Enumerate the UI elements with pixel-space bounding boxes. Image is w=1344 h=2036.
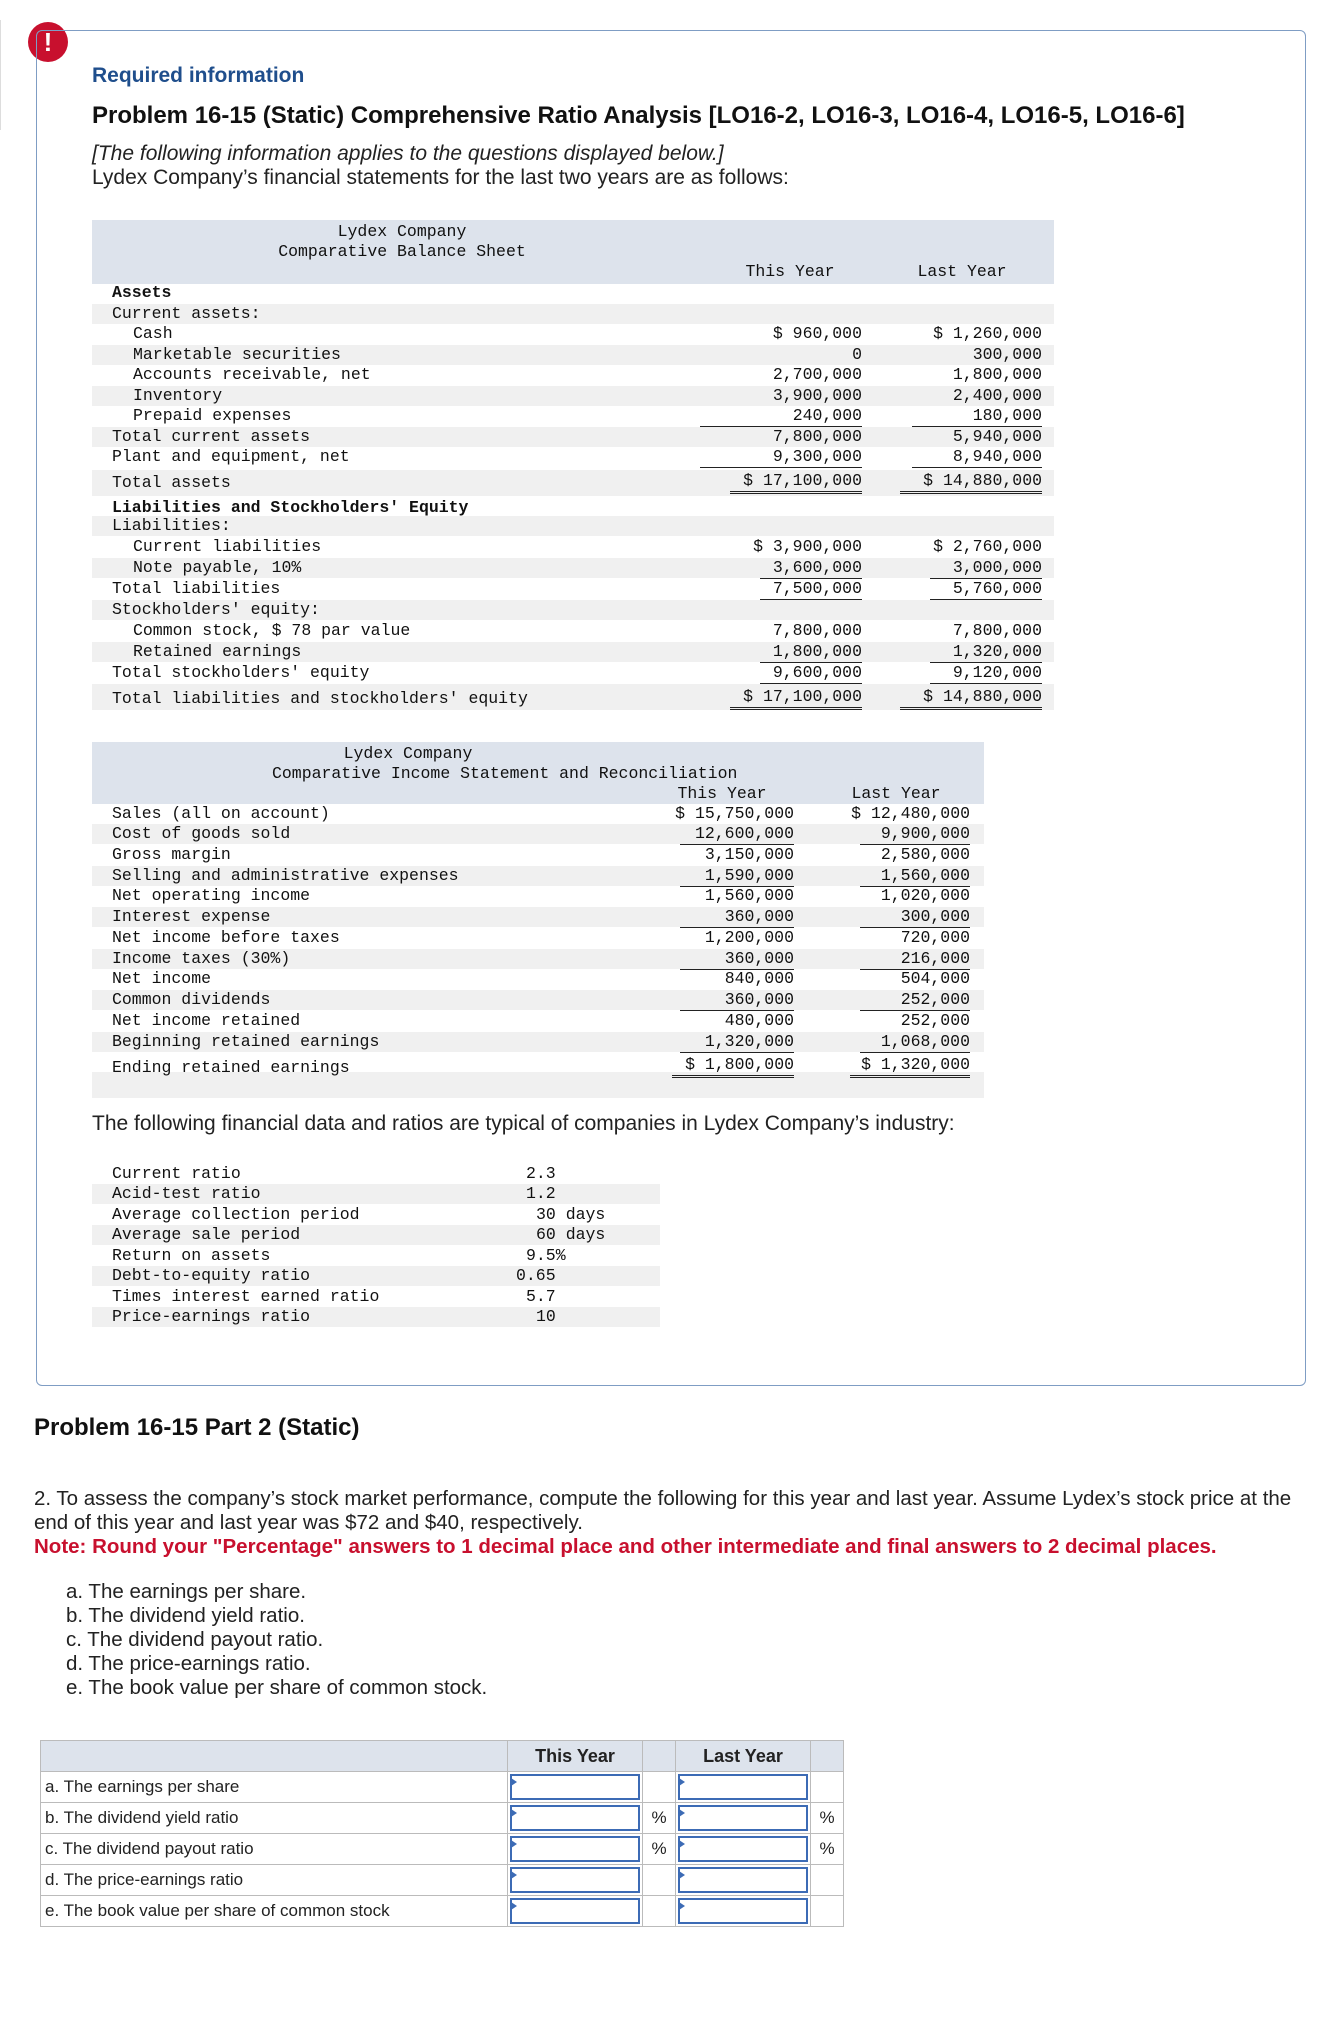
- bs-equity-this: 9,600,000: [760, 663, 862, 684]
- bs-liab-last: 3,000,000: [930, 558, 1042, 579]
- question-item: d. The price-earnings ratio.: [66, 1652, 311, 1675]
- is-row-label: Sales (all on account): [112, 804, 330, 823]
- answer-row-label: b. The dividend yield ratio: [41, 1803, 508, 1834]
- is-row-label: Gross margin: [112, 845, 231, 864]
- bs-row-this: 3,900,000: [772, 386, 862, 405]
- industry-ratio-label: Price-earnings ratio: [112, 1307, 311, 1326]
- bs-row-last: 180,000: [912, 406, 1042, 427]
- bs-equity-label: Retained earnings: [133, 642, 302, 661]
- bs-equity-label: Common stock, $ 78 par value: [133, 621, 411, 640]
- industry-ratio-value: 30 days: [536, 1205, 606, 1224]
- answer-unit-cell: [643, 1772, 676, 1803]
- is-row-label: Ending retained earnings: [112, 1058, 350, 1077]
- is-row-last: 9,900,000: [860, 824, 970, 845]
- is-row-label: Net operating income: [112, 886, 311, 905]
- bs-equity-last: $ 14,880,000: [900, 687, 1042, 710]
- industry-ratio-label: Acid-test ratio: [112, 1184, 261, 1203]
- is-row-label: Common dividends: [112, 990, 271, 1009]
- bs-row-last: $ 1,260,000: [933, 324, 1042, 343]
- is-row-this: $ 15,750,000: [675, 804, 794, 823]
- is-row-this: 360,000: [680, 907, 794, 928]
- bs-equity-label: Total stockholders' equity: [112, 663, 370, 682]
- bs-equity-last: 9,120,000: [930, 663, 1042, 684]
- question-item: c. The dividend payout ratio.: [66, 1628, 324, 1651]
- is-row-this: $ 1,800,000: [672, 1055, 794, 1078]
- pe-ratio-last-year-input[interactable]: [678, 1867, 808, 1893]
- part2-question: 2. To assess the company’s stock market performance, compute the following for this year and last year. Assume Lydex’s stock price at the end of this year and last year was $72 and $40, respectively.: [34, 1487, 1292, 1534]
- bs-row-label: Marketable securities: [133, 345, 341, 364]
- bs-row-last: 5,940,000: [952, 427, 1042, 446]
- answer-col-spacer: [643, 1741, 676, 1772]
- part2-title: Problem 16-15 Part 2 (Static): [34, 1414, 360, 1441]
- bs-title: Comparative Balance Sheet: [278, 242, 526, 261]
- dividend-yield-last-year-input[interactable]: [678, 1805, 808, 1831]
- industry-ratio-value: 5.7: [526, 1287, 556, 1306]
- question-item: b. The dividend yield ratio.: [66, 1604, 305, 1627]
- industry-ratio-value: 1.2: [526, 1184, 556, 1203]
- bs-liab-last: 5,760,000: [930, 579, 1042, 600]
- dividend-payout-this-year-input[interactable]: [510, 1836, 640, 1862]
- answer-row-label: e. The book value per share of common stock: [41, 1896, 508, 1927]
- bs-current-assets-heading: Current assets:: [112, 304, 261, 323]
- is-row-last: 1,020,000: [880, 886, 970, 905]
- applies-note: [The following information applies to the questions displayed below.]: [92, 142, 724, 165]
- industry-ratio-value: 60 days: [536, 1225, 606, 1244]
- is-row-label: Cost of goods sold: [112, 824, 291, 843]
- is-row-this: 360,000: [680, 990, 794, 1011]
- answer-col-this-year: This Year: [508, 1741, 643, 1772]
- bs-row-this: 0: [852, 345, 862, 364]
- industry-ratio-label: Return on assets: [112, 1246, 271, 1265]
- answer-table: [40, 1740, 844, 1927]
- is-row-last: 1,068,000: [860, 1032, 970, 1053]
- bs-equity-last: 1,320,000: [930, 642, 1042, 663]
- bs-liab-this: 7,500,000: [760, 579, 862, 600]
- bs-row-last: 2,400,000: [952, 386, 1042, 405]
- percent-symbol: %: [811, 1834, 844, 1865]
- bs-assets-heading: Assets: [112, 283, 172, 302]
- bs-row-label: Total current assets: [112, 427, 311, 446]
- is-row-last: 1,560,000: [860, 866, 970, 887]
- is-row-last: $ 1,320,000: [850, 1055, 970, 1078]
- bs-row-label: Accounts receivable, net: [133, 365, 371, 384]
- industry-ratio-label: Times interest earned ratio: [112, 1287, 380, 1306]
- bs-row-last: $ 14,880,000: [900, 471, 1042, 494]
- answer-table-corner: [41, 1741, 508, 1772]
- dividend-yield-this-year-input[interactable]: [510, 1805, 640, 1831]
- alert-icon: !: [28, 22, 68, 62]
- pe-ratio-this-year-input[interactable]: [510, 1867, 640, 1893]
- problem-title: Problem 16-15 (Static) Comprehensive Ratio Analysis [LO16-2, LO16-3, LO16-4, LO16-5, LO16-6]: [92, 102, 1185, 129]
- bs-row-last: 300,000: [972, 345, 1042, 364]
- industry-ratio-value: 10: [536, 1307, 556, 1326]
- answer-col-spacer: [811, 1741, 844, 1772]
- bs-row-this: 2,700,000: [772, 365, 862, 384]
- bs-row-label: Inventory: [133, 386, 223, 405]
- percent-symbol: %: [643, 1834, 676, 1865]
- industry-ratio-value: 2.3: [526, 1164, 556, 1183]
- bs-col-last-year: Last Year: [917, 262, 1007, 281]
- is-row-last: 720,000: [900, 928, 970, 947]
- percent-symbol: %: [811, 1803, 844, 1834]
- is-row-label: Selling and administrative expenses: [112, 866, 459, 885]
- is-company-name: Lydex Company: [343, 744, 473, 763]
- bs-company-name: Lydex Company: [337, 222, 467, 241]
- is-row-last: 504,000: [900, 969, 970, 988]
- bs-equity-this: $ 17,100,000: [730, 687, 862, 710]
- left-edge-rule: [0, 20, 4, 130]
- bs-liab-this: $ 3,900,000: [753, 537, 862, 556]
- bs-row-label: Cash: [133, 324, 173, 343]
- bs-liab-equity-heading: Liabilities and Stockholders' Equity: [112, 498, 469, 517]
- industry-ratio-value: 0.65: [516, 1266, 556, 1285]
- bs-liab-last: $ 2,760,000: [933, 537, 1042, 556]
- is-row-label: Beginning retained earnings: [112, 1032, 380, 1051]
- answer-unit-cell: [811, 1865, 844, 1896]
- eps-last-year-input[interactable]: [678, 1774, 808, 1800]
- bs-col-this-year: This Year: [745, 262, 835, 281]
- dividend-payout-last-year-input[interactable]: [678, 1836, 808, 1862]
- industry-ratio-label: Average collection period: [112, 1205, 360, 1224]
- is-row-last: 2,580,000: [880, 845, 970, 864]
- answer-row-label: c. The dividend payout ratio: [41, 1834, 508, 1865]
- answer-unit-cell: [811, 1896, 844, 1927]
- is-row-label: Net income: [112, 969, 212, 988]
- is-row-this: 1,200,000: [704, 928, 794, 947]
- bs-row-this: $ 17,100,000: [730, 471, 862, 494]
- bs-row-last: 8,940,000: [912, 447, 1042, 468]
- eps-this-year-input[interactable]: [510, 1774, 640, 1800]
- bs-equity-this: 7,800,000: [772, 621, 862, 640]
- bs-row-this: 240,000: [700, 406, 862, 427]
- is-row-this: 480,000: [724, 1011, 794, 1030]
- question-items: [66, 1580, 487, 1700]
- answer-row-label: a. The earnings per share: [41, 1772, 508, 1803]
- bs-liab-label: Total liabilities: [112, 579, 281, 598]
- industry-intro: The following financial data and ratios are typical of companies in Lydex Company’s industry:: [92, 1112, 955, 1135]
- is-row-label: Net income retained: [112, 1011, 301, 1030]
- rounding-note: Note: Round your "Percentage" answers to 1 decimal place and other intermediate and final answers to 2 decimal places.: [34, 1535, 1217, 1558]
- required-label: Required information: [92, 64, 305, 87]
- is-row-this: 840,000: [724, 969, 794, 988]
- bs-row-this: 9,300,000: [700, 447, 862, 468]
- is-col-last-year: Last Year: [851, 784, 941, 803]
- is-row-this: 12,600,000: [680, 824, 794, 845]
- bs-equity-heading: Stockholders' equity:: [112, 600, 320, 619]
- answer-unit-cell: [811, 1772, 844, 1803]
- book-value-this-year-input[interactable]: [510, 1898, 640, 1924]
- question-item: e. The book value per share of common stock.: [66, 1676, 488, 1699]
- bs-liab-label: Current liabilities: [133, 537, 322, 556]
- is-title: Comparative Income Statement and Reconciliation: [272, 764, 738, 783]
- bs-row-label: Plant and equipment, net: [112, 447, 350, 466]
- bs-liab-label: Note payable, 10%: [133, 558, 302, 577]
- is-row-this: 1,590,000: [680, 866, 794, 887]
- answer-unit-cell: [643, 1865, 676, 1896]
- bs-equity-label: Total liabilities and stockholders' equity: [112, 689, 528, 708]
- is-col-this-year: This Year: [677, 784, 767, 803]
- is-row-label: Income taxes (30%): [112, 949, 291, 968]
- is-row-label: Net income before taxes: [112, 928, 340, 947]
- bs-row-this: $ 960,000: [772, 324, 862, 343]
- industry-ratio-value: 9.5%: [526, 1246, 566, 1265]
- bs-liabilities-heading: Liabilities:: [112, 516, 231, 535]
- answer-row-label: d. The price-earnings ratio: [41, 1865, 508, 1896]
- intro-text: Lydex Company’s financial statements for the last two years are as follows:: [92, 166, 789, 189]
- is-row-this: 3,150,000: [704, 845, 794, 864]
- bs-row-label: Total assets: [112, 473, 231, 492]
- answer-col-last-year: Last Year: [676, 1741, 811, 1772]
- bs-equity-this: 1,800,000: [760, 642, 862, 663]
- bs-row-label: Prepaid expenses: [133, 406, 292, 425]
- industry-ratio-label: Current ratio: [112, 1164, 241, 1183]
- is-row-last: 252,000: [900, 1011, 970, 1030]
- bs-liab-this: 3,600,000: [760, 558, 862, 579]
- is-row-this: 360,000: [680, 949, 794, 970]
- is-row-this: 1,320,000: [680, 1032, 794, 1053]
- percent-symbol: %: [643, 1803, 676, 1834]
- is-row-last: 252,000: [860, 990, 970, 1011]
- is-row-this: 1,560,000: [704, 886, 794, 905]
- industry-ratio-label: Average sale period: [112, 1225, 301, 1244]
- is-row-last: 300,000: [860, 907, 970, 928]
- bs-row-this: 7,800,000: [772, 427, 862, 446]
- is-row-last: $ 12,480,000: [851, 804, 970, 823]
- book-value-last-year-input[interactable]: [678, 1898, 808, 1924]
- is-row-last: 216,000: [860, 949, 970, 970]
- bs-row-last: 1,800,000: [952, 365, 1042, 384]
- question-item: a. The earnings per share.: [66, 1580, 307, 1603]
- bs-equity-last: 7,800,000: [952, 621, 1042, 640]
- answer-unit-cell: [643, 1896, 676, 1927]
- is-row-label: Interest expense: [112, 907, 271, 926]
- industry-ratio-label: Debt-to-equity ratio: [112, 1266, 311, 1285]
